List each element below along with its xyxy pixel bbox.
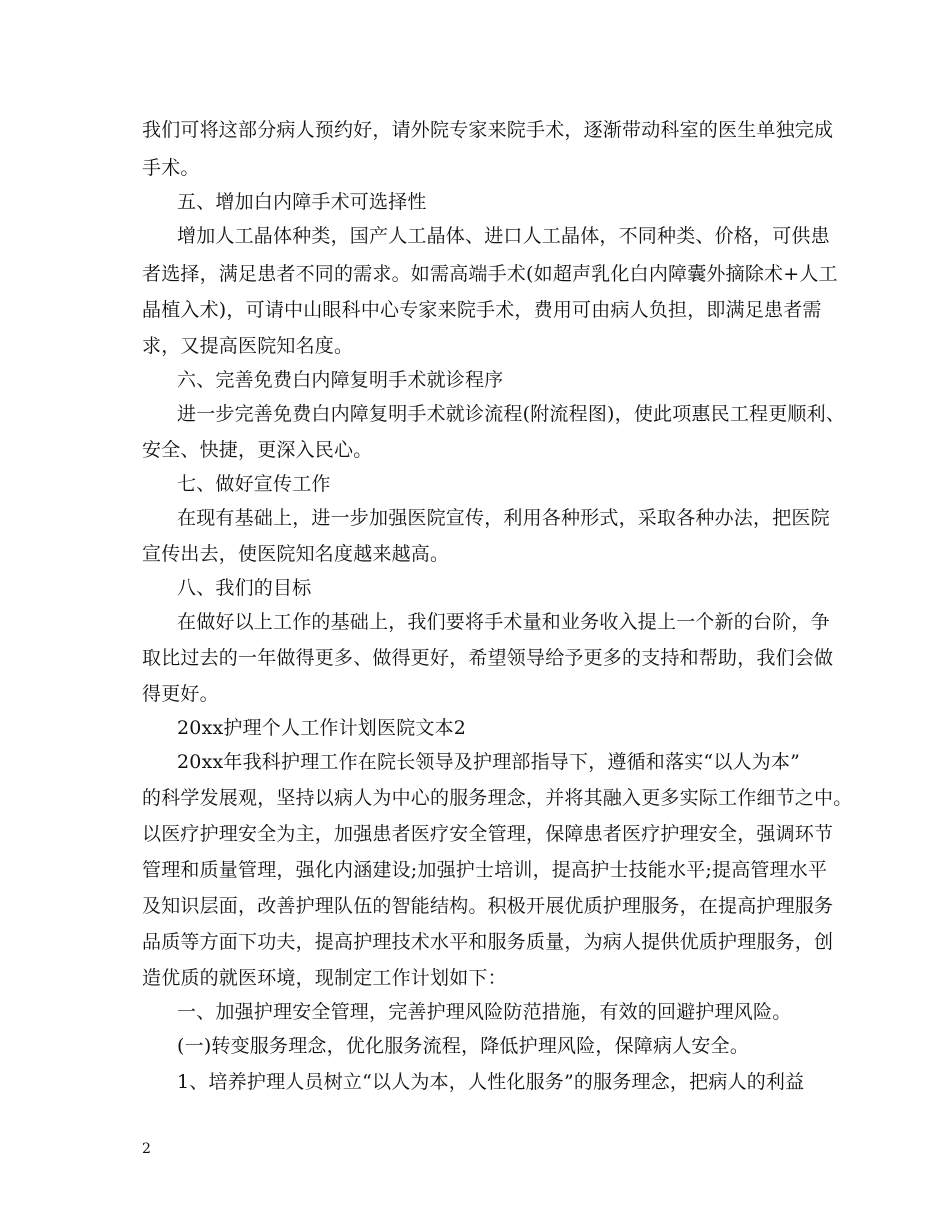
body-text-line: 在现有基础上，进一步加强医院宣传，利用各种形式，采取各种办法，把医院 bbox=[177, 507, 830, 529]
body-text-line: 及知识层面，改善护理队伍的智能结构。积极开展优质护理服务，在提高护理服务 bbox=[142, 895, 834, 917]
body-text-line: 品质等方面下功夫，提高护理技术水平和服务质量，为病人提供优质护理服务，创 bbox=[142, 931, 834, 953]
body-text-line: 取比过去的一年做得更多、做得更好，希望领导给予更多的支持和帮助，我们会做 bbox=[142, 647, 834, 669]
section-heading: 五、增加白内障手术可选择性 bbox=[177, 191, 427, 213]
body-text-line: 得更好。 bbox=[142, 683, 219, 705]
body-text-line: 进一步完善免费白内障复明手术就诊流程(附流程图)，使此项惠民工程更顺利、 bbox=[177, 403, 846, 425]
body-text-line: 在做好以上工作的基础上，我们要将手术量和业务收入提上一个新的台阶，争 bbox=[177, 611, 830, 633]
body-text-line: 以医疗护理安全为主，加强患者医疗安全管理，保障患者医疗护理安全，强调环节 bbox=[142, 823, 834, 845]
subsection-heading: (一)转变服务理念，优化服务流程，降低护理风险，保障病人安全。 bbox=[177, 1035, 750, 1057]
body-text-line: 1、培养护理人员树立“以人为本，人性化服务”的服务理念，把病人的利益 bbox=[177, 1071, 805, 1093]
body-text-line: 造优质的就医环境，现制定工作计划如下： bbox=[142, 967, 507, 989]
body-text-line: 我们可将这部分病人预约好，请外院专家来院手术，逐渐带动科室的医生单独完成 bbox=[142, 119, 834, 141]
section-heading: 一、加强护理安全管理，完善护理风险防范措施，有效的回避护理风险。 bbox=[177, 1001, 792, 1023]
body-text-line: 管理和质量管理，强化内涵建设;加强护士培训，提高护士技能水平;提高管理水平 bbox=[142, 859, 828, 881]
body-text-line: 20xx年我科护理工作在院长领导及护理部指导下，遵循和落实“以人为本” bbox=[177, 751, 801, 773]
body-text-line: 求，又提高医院知名度。 bbox=[142, 335, 354, 357]
body-text-line: 增加人工晶体种类，国产人工晶体、进口人工晶体，不同种类、价格，可供患 bbox=[177, 225, 830, 247]
section-heading: 七、做好宣传工作 bbox=[177, 473, 331, 495]
section-heading: 六、完善免费白内障复明手术就诊程序 bbox=[177, 369, 504, 391]
body-text-line: 的科学发展观，坚持以病人为中心的服务理念，并将其融入更多实际工作细节之中。 bbox=[142, 787, 853, 809]
body-text-line: 手术。 bbox=[142, 157, 200, 179]
body-text-line: 安全、快捷，更深入民心。 bbox=[142, 439, 373, 461]
body-text-line: 晶植入术)，可请中山眼科中心专家来院手术，费用可由病人负担，即满足患者需 bbox=[142, 299, 822, 321]
section-heading: 八、我们的目标 bbox=[177, 577, 312, 599]
body-text-line: 者选择，满足患者不同的需求。如需高端手术(如超声乳化白内障囊外摘除术+人工 bbox=[142, 263, 838, 285]
body-text-line: 宣传出去，使医院知名度越来越高。 bbox=[142, 543, 450, 565]
page-number: 2 bbox=[142, 1141, 151, 1157]
section-heading: 20xx护理个人工作计划医院文本2 bbox=[177, 717, 467, 739]
